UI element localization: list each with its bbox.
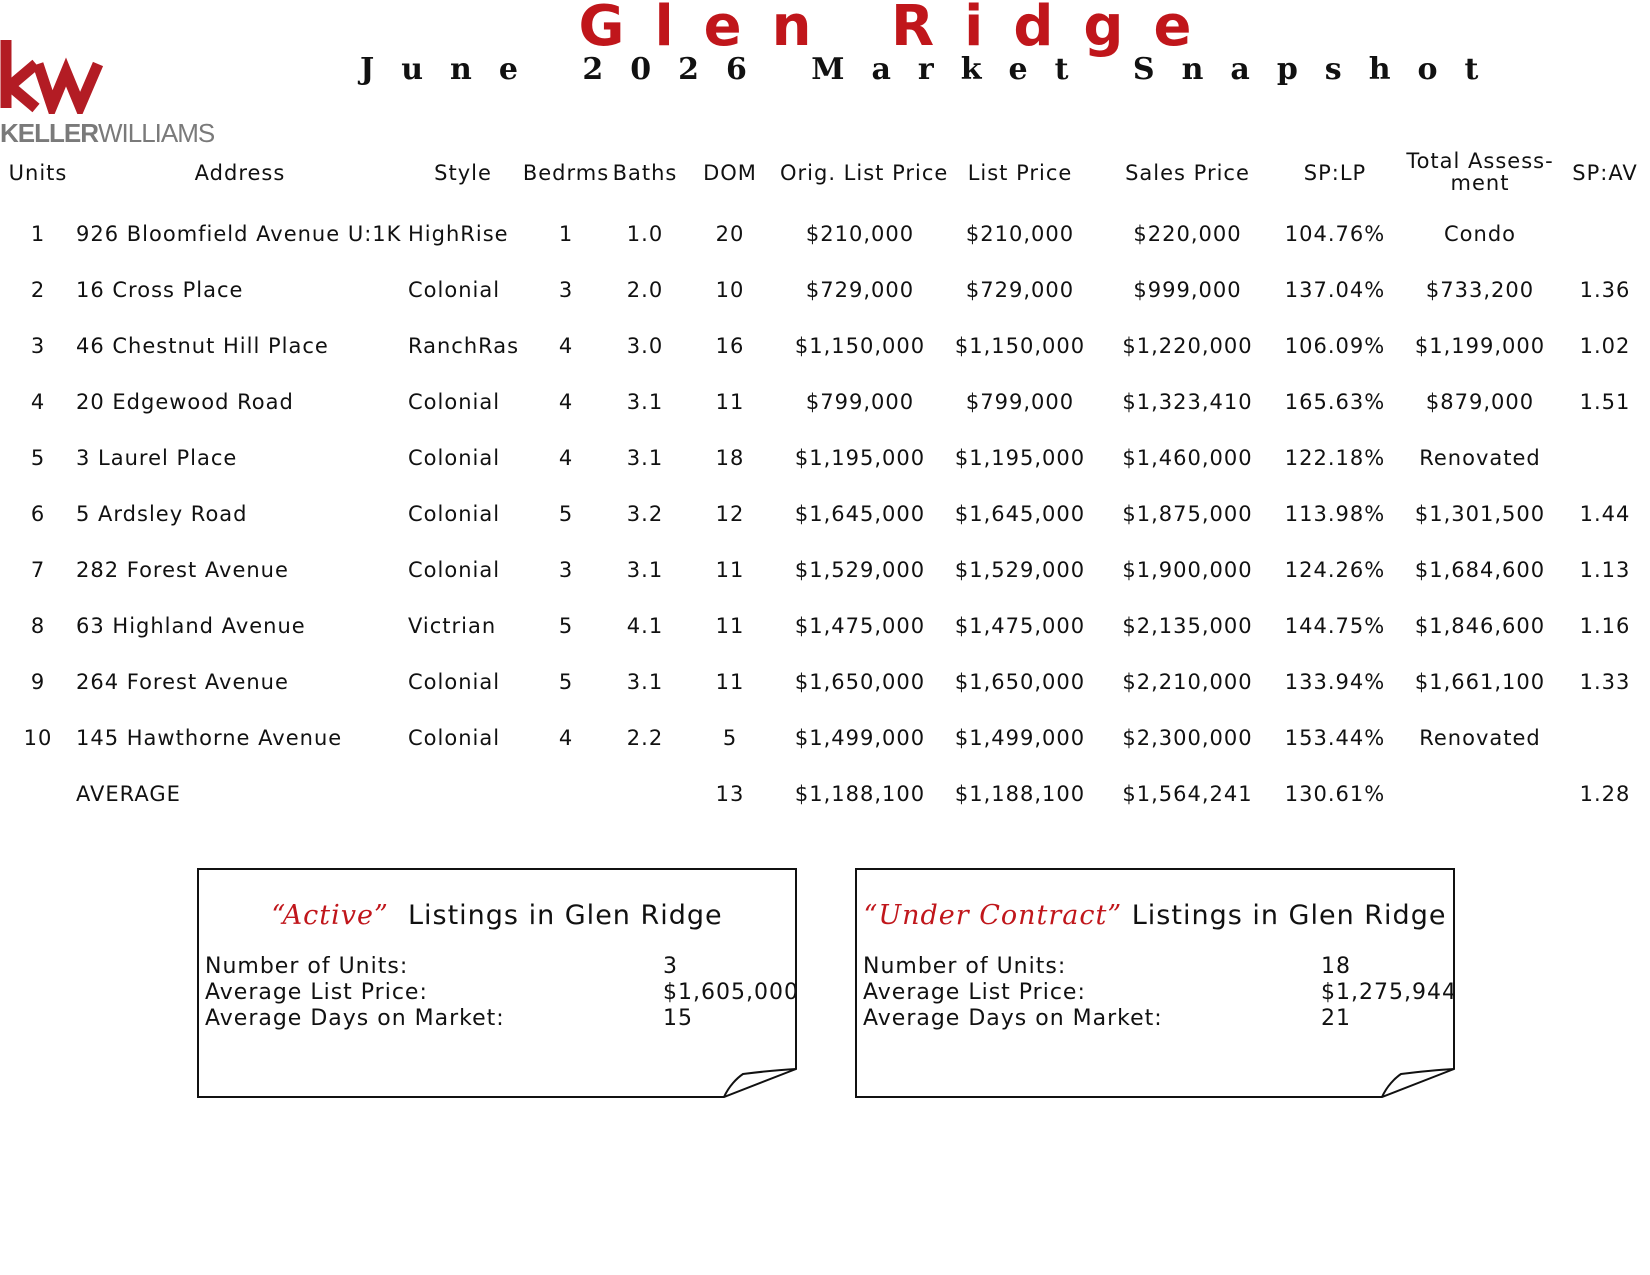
stat-value: $1,275,944 — [1321, 980, 1457, 1005]
header-units: Units — [8, 161, 68, 185]
header-total-assessment-line2: ment — [1450, 171, 1510, 195]
cell-total-assessment: Condo — [1444, 222, 1516, 246]
stat-value: 18 — [1321, 954, 1351, 979]
stat-label: Average List Price: — [863, 980, 1086, 1005]
cell-style: Colonial — [408, 278, 501, 302]
cell-dom: 12 — [715, 502, 745, 526]
cell-address: 3 Laurel Place — [76, 446, 238, 470]
cell-units: 6 — [30, 502, 46, 526]
cell-style: Colonial — [408, 390, 501, 414]
under-contract-listings-box — [855, 868, 1455, 1098]
cell-address: 16 Cross Place — [76, 278, 244, 302]
cell-bedrms: 4 — [558, 726, 574, 750]
active-listings-box — [197, 868, 797, 1098]
table-row — [0, 262, 1650, 318]
keller-williams-wordmark: KELLERWILLIAMS — [0, 118, 215, 148]
cell-orig-list-price: $1,529,000 — [794, 558, 926, 582]
cell-units: 7 — [30, 558, 46, 582]
stat-value: $1,605,000 — [663, 980, 799, 1005]
cell-sales-price: $1,900,000 — [1122, 558, 1253, 582]
contract-stat-avg-dom — [863, 1006, 1443, 1032]
cell-sp-lp: 144.75% — [1284, 614, 1386, 638]
active-stat-avg-dom — [205, 1006, 785, 1032]
stat-value: 21 — [1321, 1006, 1351, 1031]
cell-total-assessment: $1,199,000 — [1414, 334, 1546, 358]
cell-baths: 3.2 — [626, 502, 664, 526]
cell-orig-list-price: $799,000 — [805, 390, 915, 414]
cell-units: 4 — [30, 390, 46, 414]
header-style: Style — [434, 161, 492, 185]
cell-orig-list-price: $1,150,000 — [794, 334, 926, 358]
contract-stat-avg-list-price — [863, 980, 1457, 1006]
average-list-price: $1,188,100 — [954, 782, 1086, 806]
cell-bedrms: 5 — [558, 614, 574, 638]
average-sales-price: $1,564,241 — [1122, 782, 1253, 806]
cell-sp-lp: 165.63% — [1284, 390, 1386, 414]
cell-dom: 11 — [715, 670, 745, 694]
average-sp-lp: 130.61% — [1284, 782, 1386, 806]
cell-address: 282 Forest Avenue — [76, 558, 289, 582]
table-header-row — [0, 140, 1650, 206]
cell-style: Colonial — [408, 502, 501, 526]
cell-list-price: $1,475,000 — [954, 614, 1086, 638]
cell-sales-price: $2,135,000 — [1122, 614, 1253, 638]
header-sp-lp: SP:LP — [1303, 161, 1367, 185]
cell-sp-av: 1.44 — [1579, 502, 1631, 526]
cell-sp-lp: 133.94% — [1284, 670, 1386, 694]
cell-bedrms: 4 — [558, 334, 574, 358]
cell-baths: 3.1 — [626, 558, 664, 582]
header-address: Address — [194, 161, 286, 185]
cell-dom: 11 — [715, 390, 745, 414]
cell-sp-lp: 124.26% — [1284, 558, 1386, 582]
cell-sales-price: $2,300,000 — [1122, 726, 1253, 750]
cell-units: 3 — [30, 334, 46, 358]
cell-dom: 11 — [715, 558, 745, 582]
cell-style: Colonial — [408, 670, 501, 694]
average-sp-av: 1.28 — [1579, 782, 1631, 806]
cell-orig-list-price: $1,195,000 — [794, 446, 926, 470]
table-average-row — [0, 766, 1650, 822]
stat-value: 15 — [663, 1006, 693, 1031]
cell-sales-price: $999,000 — [1133, 278, 1242, 302]
cell-sp-av: 1.33 — [1579, 670, 1631, 694]
cell-sp-lp: 153.44% — [1284, 726, 1386, 750]
cell-total-assessment: Renovated — [1419, 726, 1541, 750]
cell-sp-av — [1565, 206, 1645, 262]
cell-address: 46 Chestnut Hill Place — [76, 334, 329, 358]
cell-baths: 4.1 — [626, 614, 664, 638]
cell-style: Victrian — [408, 614, 497, 638]
cell-total-assessment: $1,661,100 — [1414, 670, 1546, 694]
cell-orig-list-price: $210,000 — [805, 222, 915, 246]
contract-title-rest: Listings in Glen Ridge — [1131, 900, 1447, 931]
cell-dom: 16 — [715, 334, 745, 358]
cell-style: RanchRas — [408, 334, 520, 358]
cell-dom: 18 — [715, 446, 745, 470]
cell-units: 1 — [30, 222, 46, 246]
cell-bedrms: 4 — [558, 390, 574, 414]
cell-dom: 5 — [722, 726, 738, 750]
cell-baths: 2.2 — [626, 726, 664, 750]
cell-units: 9 — [30, 670, 46, 694]
cell-bedrms: 5 — [558, 670, 574, 694]
table-row — [0, 318, 1650, 374]
cell-orig-list-price: $1,650,000 — [794, 670, 926, 694]
cell-list-price: $1,195,000 — [954, 446, 1086, 470]
table-row — [0, 206, 1650, 262]
page-title: Glen Ridge — [578, 0, 1222, 59]
cell-sp-av: 1.51 — [1579, 390, 1631, 414]
cell-sp-lp: 104.76% — [1284, 222, 1386, 246]
header-total-assessment — [1400, 140, 1560, 206]
cell-sp-av — [1565, 710, 1645, 766]
stat-label: Average List Price: — [205, 980, 428, 1005]
average-label: AVERAGE — [76, 782, 181, 806]
header-bedrms: Bedrms — [522, 161, 610, 185]
cell-sp-av: 1.02 — [1579, 334, 1631, 358]
stat-label: Number of Units: — [205, 954, 409, 979]
sales-table — [0, 140, 1650, 822]
cell-sales-price: $1,323,410 — [1122, 390, 1253, 414]
active-stat-units — [205, 954, 785, 980]
average-dom: 13 — [715, 782, 745, 806]
cell-list-price: $1,529,000 — [954, 558, 1086, 582]
cell-total-assessment: $1,846,600 — [1414, 614, 1546, 638]
cell-total-assessment: Renovated — [1419, 446, 1541, 470]
header-list-price: List Price — [967, 161, 1073, 185]
cell-sales-price: $1,875,000 — [1122, 502, 1253, 526]
cell-sp-av: 1.36 — [1579, 278, 1631, 302]
active-stat-avg-list-price — [205, 980, 799, 1006]
cell-dom: 20 — [715, 222, 745, 246]
cell-bedrms: 5 — [558, 502, 574, 526]
cell-sp-lp: 113.98% — [1284, 502, 1386, 526]
cell-dom: 10 — [715, 278, 745, 302]
cell-sales-price: $2,210,000 — [1122, 670, 1253, 694]
cell-bedrms: 3 — [558, 558, 574, 582]
cell-style: HighRise — [408, 222, 509, 246]
cell-address: 20 Edgewood Road — [76, 390, 294, 414]
cell-orig-list-price: $1,499,000 — [794, 726, 926, 750]
cell-total-assessment: $733,200 — [1425, 278, 1535, 302]
cell-sp-lp: 122.18% — [1284, 446, 1386, 470]
cell-units: 5 — [30, 446, 46, 470]
cell-address: 5 Ardsley Road — [76, 502, 248, 526]
cell-list-price: $799,000 — [965, 390, 1075, 414]
contract-box-title — [855, 900, 1455, 931]
cell-bedrms: 3 — [558, 278, 574, 302]
header-sales-price: Sales Price — [1125, 161, 1250, 185]
cell-bedrms: 1 — [558, 222, 574, 246]
cell-sp-av: 1.13 — [1579, 558, 1631, 582]
cell-address: 264 Forest Avenue — [76, 670, 289, 694]
cell-sales-price: $1,220,000 — [1122, 334, 1253, 358]
cell-orig-list-price: $1,645,000 — [794, 502, 926, 526]
cell-list-price: $729,000 — [965, 278, 1075, 302]
active-box-title — [197, 900, 797, 931]
table-row — [0, 542, 1650, 598]
cell-baths: 2.0 — [626, 278, 664, 302]
contract-stat-units — [863, 954, 1443, 980]
cell-baths: 3.1 — [626, 670, 664, 694]
cell-units: 10 — [23, 726, 53, 750]
cell-style: Colonial — [408, 446, 501, 470]
cell-list-price: $1,645,000 — [954, 502, 1086, 526]
cell-list-price: $1,150,000 — [954, 334, 1086, 358]
cell-bedrms: 4 — [558, 446, 574, 470]
cell-list-price: $210,000 — [965, 222, 1075, 246]
active-title-rest: Listings in Glen Ridge — [407, 900, 723, 931]
header-sp-av: SP:AV — [1572, 161, 1638, 185]
page-subtitle: June 2026 Market Snapshot — [360, 52, 1506, 87]
contract-title-highlight: “Under Contract” — [863, 900, 1123, 931]
average-orig-list-price: $1,188,100 — [794, 782, 926, 806]
cell-sales-price: $1,460,000 — [1122, 446, 1253, 470]
table-row — [0, 710, 1650, 766]
stat-label: Average Days on Market: — [863, 1006, 1163, 1031]
cell-sp-av: 1.16 — [1579, 614, 1631, 638]
header-total-assessment-line1: Total Assess- — [1406, 149, 1554, 173]
cell-list-price: $1,650,000 — [954, 670, 1086, 694]
header-dom: DOM — [703, 161, 757, 185]
cell-total-assessment: $879,000 — [1425, 390, 1535, 414]
cell-address: 926 Bloomfield Avenue U:1K — [76, 222, 402, 246]
cell-units: 2 — [30, 278, 46, 302]
cell-baths: 3.1 — [626, 446, 664, 470]
cell-sales-price: $220,000 — [1133, 222, 1242, 246]
table-row — [0, 374, 1650, 430]
cell-units: 8 — [30, 614, 46, 638]
header-orig-list-price: Orig. List Price — [780, 161, 949, 185]
stat-value: 3 — [663, 954, 678, 979]
cell-baths: 3.0 — [626, 334, 664, 358]
cell-sp-av — [1565, 430, 1645, 486]
stat-label: Average Days on Market: — [205, 1006, 505, 1031]
active-title-highlight: “Active” — [271, 900, 389, 931]
cell-style: Colonial — [408, 558, 501, 582]
table-row — [0, 430, 1650, 486]
table-row — [0, 486, 1650, 542]
cell-total-assessment: $1,684,600 — [1414, 558, 1546, 582]
cell-baths: 3.1 — [626, 390, 664, 414]
cell-list-price: $1,499,000 — [954, 726, 1086, 750]
cell-baths: 1.0 — [626, 222, 664, 246]
header-baths: Baths — [612, 161, 678, 185]
cell-address: 145 Hawthorne Avenue — [76, 726, 343, 750]
cell-dom: 11 — [715, 614, 745, 638]
kw-logo-mark — [0, 38, 108, 114]
cell-total-assessment: $1,301,500 — [1414, 502, 1546, 526]
cell-orig-list-price: $1,475,000 — [794, 614, 926, 638]
table-row — [0, 654, 1650, 710]
cell-style: Colonial — [408, 726, 501, 750]
cell-sp-lp: 137.04% — [1284, 278, 1386, 302]
table-row — [0, 598, 1650, 654]
cell-orig-list-price: $729,000 — [805, 278, 915, 302]
cell-address: 63 Highland Avenue — [76, 614, 306, 638]
keller-williams-logo — [0, 38, 240, 150]
stat-label: Number of Units: — [863, 954, 1067, 979]
cell-sp-lp: 106.09% — [1284, 334, 1386, 358]
